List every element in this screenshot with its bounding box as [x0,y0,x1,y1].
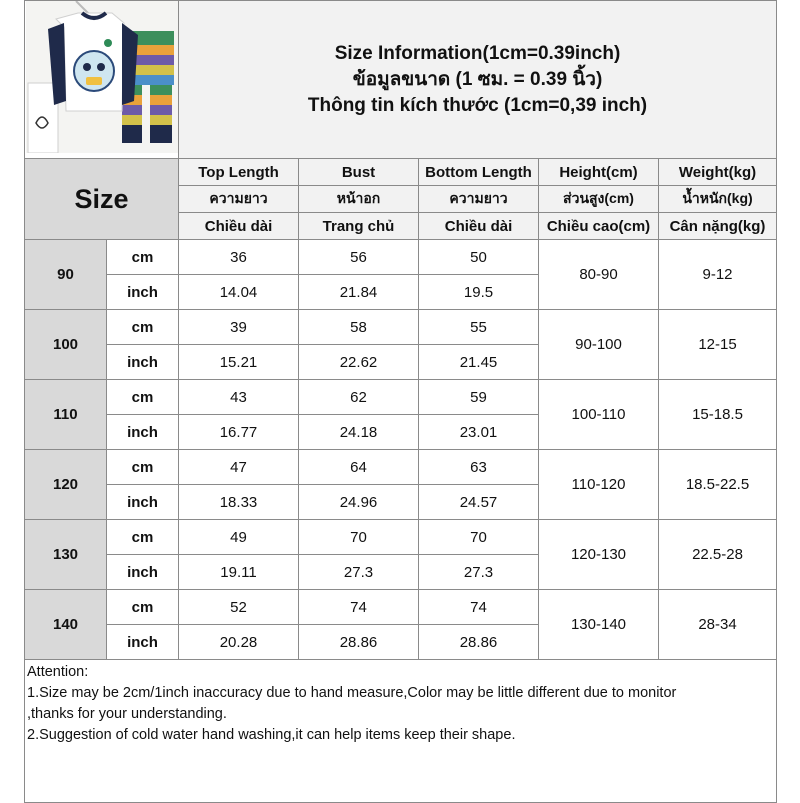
cell-bust-inch: 22.62 [299,345,419,380]
cell-bottom-length-inch: 19.5 [419,275,539,310]
cell-top-length-cm: 39 [179,310,299,345]
col-header-height-en: Height(cm) [539,159,659,186]
unit-label-cm: cm [107,240,179,275]
cell-top-length-inch: 14.04 [179,275,299,310]
col-header-top-length-th: ความยาว [179,186,299,213]
cell-bust-cm: 56 [299,240,419,275]
col-header-top-length-vi: Chiều dài [179,213,299,240]
unit-label-inch: inch [107,275,179,310]
cell-bust-cm: 58 [299,310,419,345]
cell-bottom-length-cm: 50 [419,240,539,275]
size-label: 90 [25,240,107,310]
cell-height: 90-100 [539,310,659,380]
unit-label-cm: cm [107,310,179,345]
col-header-top-length-en: Top Length [179,159,299,186]
cell-bust-inch: 28.86 [299,625,419,660]
cell-weight: 18.5-22.5 [659,450,777,520]
unit-label-cm: cm [107,380,179,415]
cell-height: 110-120 [539,450,659,520]
cell-top-length-cm: 47 [179,450,299,485]
unit-label-inch: inch [107,555,179,590]
cell-height: 130-140 [539,590,659,660]
col-header-weight-vi: Cân nặng(kg) [659,213,777,240]
cell-bust-inch: 27.3 [299,555,419,590]
unit-label-cm: cm [107,450,179,485]
title-block [179,1,777,159]
unit-label-inch: inch [107,625,179,660]
col-header-bust-th: หน้าอก [299,186,419,213]
cell-top-length-cm: 36 [179,240,299,275]
shirt [48,13,138,111]
cell-bottom-length-inch: 23.01 [419,415,539,450]
cell-top-length-cm: 52 [179,590,299,625]
cell-bust-cm: 74 [299,590,419,625]
col-header-bottom-length-en: Bottom Length [419,159,539,186]
unit-label-cm: cm [107,590,179,625]
title-english: Size Information(1cm=0.39inch) [334,42,621,64]
cell-height: 120-130 [539,520,659,590]
table-row [25,380,777,415]
cell-top-length-inch: 20.28 [179,625,299,660]
cell-height: 80-90 [539,240,659,310]
cell-bottom-length-inch: 27.3 [419,555,539,590]
cell-bottom-length-cm: 70 [419,520,539,555]
cell-weight: 22.5-28 [659,520,777,590]
col-header-bottom-length-th: ความยาว [419,186,539,213]
title-thai: ข้อมูลขนาด (1 ซม. = 0.39 นิ้ว) [352,68,603,90]
table-row [25,590,777,625]
table-row [25,520,777,555]
cell-top-length-cm: 43 [179,380,299,415]
cell-bottom-length-inch: 28.86 [419,625,539,660]
cell-top-length-inch: 16.77 [179,415,299,450]
cell-weight: 28-34 [659,590,777,660]
table-row [25,240,777,275]
table-row [25,310,777,345]
cell-bust-inch: 24.96 [299,485,419,520]
col-header-height-th: ส่วนสูง(cm) [539,186,659,213]
cell-bottom-length-cm: 55 [419,310,539,345]
attention-note-1: 1.Size may be 2cm/1inch inaccuracy due to hand measure,Color may be little different due to monitor [27,685,677,701]
unit-label-inch: inch [107,345,179,380]
size-label: 140 [25,590,107,660]
size-label: 110 [25,380,107,450]
cell-top-length-cm: 49 [179,520,299,555]
attention-notes [25,660,777,803]
col-header-bottom-length-vi: Chiều dài [419,213,539,240]
title-vietnamese: Thông tin kích thước (1cm=0,39 inch) [307,94,648,116]
cell-bust-inch: 21.84 [299,275,419,310]
cell-bust-inch: 24.18 [299,415,419,450]
size-chart [24,0,776,800]
size-label: 120 [25,450,107,520]
cell-top-length-inch: 18.33 [179,485,299,520]
cell-bottom-length-inch: 24.57 [419,485,539,520]
table-row [25,450,777,485]
col-header-weight-en: Weight(kg) [659,159,777,186]
cell-bottom-length-cm: 59 [419,380,539,415]
cell-top-length-inch: 19.11 [179,555,299,590]
cell-bottom-length-inch: 21.45 [419,345,539,380]
size-label: 130 [25,520,107,590]
cell-bust-cm: 70 [299,520,419,555]
cell-bust-cm: 62 [299,380,419,415]
size-label: 100 [25,310,107,380]
unit-label-inch: inch [107,415,179,450]
col-header-height-vi: Chiều cao(cm) [539,213,659,240]
size-table [24,0,777,803]
cell-bottom-length-cm: 63 [419,450,539,485]
unit-label-inch: inch [107,485,179,520]
unit-label-cm: cm [107,520,179,555]
col-header-weight-th: น้ำหนัก(kg) [659,186,777,213]
cell-weight: 15-18.5 [659,380,777,450]
attention-note-2: 2.Suggestion of cold water hand washing,it can help items keep their shape. [27,727,516,743]
attention-note-1-cont: ,thanks for your understanding. [27,706,227,722]
cell-bottom-length-cm: 74 [419,590,539,625]
cell-height: 100-110 [539,380,659,450]
size-header: Size [25,159,179,240]
cell-bust-cm: 64 [299,450,419,485]
col-header-bust-en: Bust [299,159,419,186]
product-photo [25,1,179,159]
cell-weight: 12-15 [659,310,777,380]
attention-heading: Attention: [27,664,89,680]
pajama-illustration [26,1,178,153]
col-header-bust-vi: Trang chủ [299,213,419,240]
cell-top-length-inch: 15.21 [179,345,299,380]
cell-weight: 9-12 [659,240,777,310]
